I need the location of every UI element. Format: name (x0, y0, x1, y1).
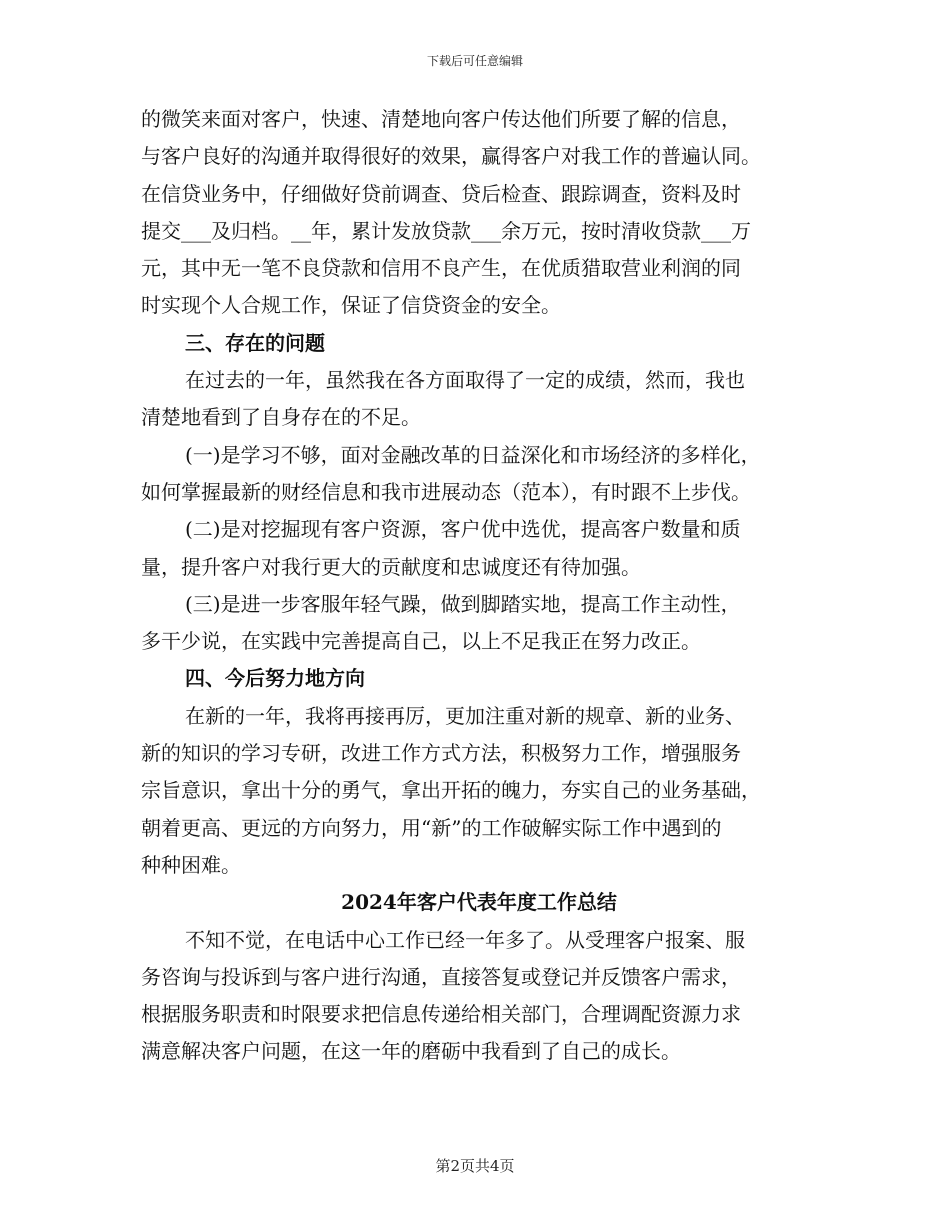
body-line: 与客户良好的沟通并取得很好的效果，赢得客户对我工作的普遍认同。 (141, 144, 761, 169)
body-line: 的微笑来面对客户，快速、清楚地向客户传达他们所要了解的信息， (141, 107, 741, 131)
body-line: 根据服务职责和时限要求把信息传递给相关部门，合理调配资源力求 (141, 1002, 741, 1027)
body-line: 提交___及归档。__年，累计发放贷款___余万元，按时清收贷款___万 (141, 218, 751, 243)
section-heading: 四、今后努力地方向 (185, 666, 365, 691)
body-line: 宗旨意识，拿出十分的勇气，拿出开拓的魄力，夯实自己的业务基础， (141, 778, 761, 803)
body-line: 元，其中无一笔不良贷款和信用不良产生，在优质猎取营业利润的同 (141, 256, 741, 281)
body-line: 不知不觉，在电话中心工作已经一年多了。从受理客户报案、服 (185, 927, 745, 952)
body-line: 朝着更高、更远的方向努力，用“新”的工作破解实际工作中遇到的 (141, 815, 722, 840)
section-heading: 三、存在的问题 (185, 330, 325, 355)
body-line: 时实现个人合规工作，保证了信贷资金的安全。 (141, 293, 561, 318)
page-footer: 第2页共4页 (435, 1157, 515, 1175)
body-line: 满意解决客户问题，在这一年的磨砺中我看到了自己的成长。 (141, 1039, 681, 1064)
document-title: 2024年客户代表年度工作总结 (341, 890, 617, 915)
body-line: 在信贷业务中，仔细做好贷前调查、贷后检查、跟踪调查，资料及时 (141, 181, 741, 206)
body-line: (二)是对挖掘现有客户资源，客户优中选优，提高客户数量和质 (185, 517, 741, 542)
body-line: 多干少说，在实践中完善提高自己，以上不足我正在努力改正。 (141, 629, 701, 654)
page-header: 下载后可任意编辑 (426, 54, 523, 68)
body-line: (三)是进一步客服年轻气躁，做到脚踏实地，提高工作主动性， (185, 591, 741, 616)
body-line: 在新的一年，我将再接再厉，更加注重对新的规章、新的业务、 (185, 703, 745, 728)
document-body (141, 101, 809, 1071)
body-line: 务咨询与投诉到与客户进行沟通，直接答复或登记并反馈客户需求， (141, 964, 741, 989)
body-line: (一)是学习不够，面对金融改革的日益深化和市场经济的多样化， (185, 442, 761, 467)
body-line: 新的知识的学习专研，改进工作方式方法，积极努力工作，增强服务 (141, 741, 741, 766)
body-line: 种种困难。 (141, 852, 241, 877)
body-line: 在过去的一年，虽然我在各方面取得了一定的成绩，然而，我也 (185, 368, 745, 393)
body-line: 清楚地看到了自身存在的不足。 (141, 405, 421, 430)
body-line: 如何掌握最新的财经信息和我市进展动态（范本），有时跟不上步伐。 (141, 479, 751, 504)
body-line: 量，提升客户对我行更大的贡献度和忠诚度还有待加强。 (141, 554, 641, 579)
